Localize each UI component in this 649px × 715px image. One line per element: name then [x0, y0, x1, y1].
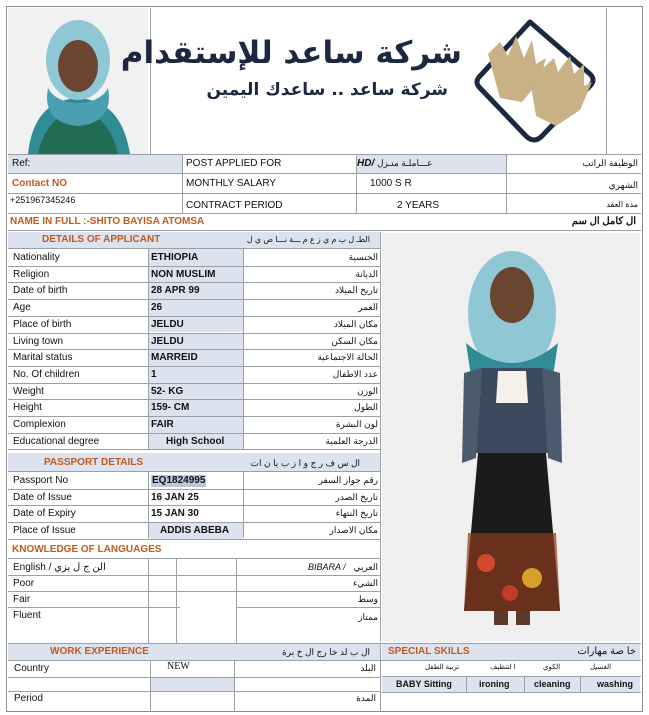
row-label: Date of Expiry [13, 508, 76, 519]
applicant-row [8, 349, 380, 366]
period-label: Period [14, 693, 43, 704]
row-label-ar: الشيء [352, 578, 378, 588]
language-row [8, 559, 380, 575]
row-label: Date of birth [13, 285, 68, 297]
row-value: 28 APR 99 [151, 285, 200, 297]
post-applied-label: POST APPLIED FOR [186, 158, 282, 169]
row-label-ar: تاريخ النتهاء [335, 508, 378, 518]
row-value: 52- KG [151, 385, 184, 397]
language-row [8, 575, 380, 591]
row-label: Height [13, 402, 42, 414]
applicant-row [8, 266, 380, 283]
full-name-label-ar: ال كامل ال سم [571, 216, 636, 227]
applicant-section-title: DETAILS OF APPLICANT [42, 234, 161, 245]
period-label-ar: المدة [356, 693, 376, 703]
row-label: Date of Issue [13, 491, 72, 503]
skill-header-ar: تربية الطفل [425, 664, 460, 671]
row-label: Educational degree [13, 435, 100, 447]
row-label-ar: الجنسية [348, 252, 378, 262]
row-label-ar: تاريخ الميلاد [335, 285, 378, 296]
row-value: 1 [151, 368, 157, 380]
monthly-salary-value: 1000 S R [370, 178, 412, 189]
applicant-portrait-photo [8, 8, 148, 154]
row-label-ar: وسط [357, 594, 378, 604]
full-name-label: NAME IN FULL :-SHITO BAYISA ATOMSA [10, 216, 205, 227]
row-label-ar: الطول [354, 402, 378, 413]
row-value: High School [166, 435, 225, 447]
applicant-row [8, 333, 380, 350]
contact-label: Contact NO [12, 178, 67, 189]
row-label: Religion [13, 268, 50, 280]
row-label-ar: مكان السكن [331, 335, 378, 346]
applicant-row [8, 416, 380, 433]
languages-section-title: KNOWLEDGE OF LANGUAGES [12, 544, 162, 555]
company-logo [470, 14, 600, 148]
skill-item: washing [597, 679, 634, 689]
row-label: Fair [13, 594, 31, 605]
special-skills-title-ar: خا صة مهارات [577, 646, 636, 657]
country-label-ar: البلد [360, 663, 376, 673]
monthly-salary-label-ar: الشهري [608, 180, 638, 190]
applicant-full-body-photo [382, 233, 640, 642]
passport-row [8, 522, 380, 539]
contract-period-value: 2 YEARS [397, 200, 440, 211]
work-experience-title: WORK EXPERIENCE [50, 646, 149, 657]
contract-period-label-ar: مدة العقد [606, 200, 638, 209]
applicant-section-title-ar: الطـ ل ب م ي ز ع م ـــة نـــا ص ي ل [246, 235, 370, 244]
row-value: 16 JAN 25 [151, 491, 199, 503]
phone-number: +251967345246 [10, 195, 76, 205]
passport-section-title: PASSPORT DETAILS [44, 457, 144, 468]
skill-item: cleaning [534, 679, 571, 689]
passport-row [8, 505, 380, 522]
row-label-ar: مكان الميلاد [333, 318, 378, 329]
row-value: FAIR [151, 419, 174, 430]
post-applied-value [357, 159, 432, 169]
post-code: HD/ [357, 158, 375, 169]
ref-label: Ref: [12, 158, 31, 169]
row-value: JELDU [151, 318, 184, 330]
row-label-ar: تاريخ الصدر [335, 491, 378, 502]
row-label: Place of Issue [13, 524, 76, 536]
row-label: Fluent [13, 610, 41, 621]
passport-row [8, 472, 380, 489]
applicant-row [8, 383, 380, 400]
skill-item: ironing [479, 679, 510, 689]
row-label-ar: عدد الاطفال [332, 368, 378, 379]
row-label: Nationality [13, 252, 60, 263]
skill-header-ar: الغسيل [590, 664, 612, 671]
country-value: NEW [167, 661, 190, 672]
row-label: Passport No [13, 475, 69, 486]
applicant-row [8, 282, 380, 299]
row-value: 15 JAN 30 [151, 508, 199, 519]
passport-row [8, 489, 380, 506]
row-value: MARREID [151, 352, 198, 364]
row-label: Complexion [13, 419, 66, 430]
row-label-ar: العمر [358, 302, 378, 313]
row-value: NON MUSLIM [151, 268, 216, 280]
row-label-ar: لون البشرة [335, 419, 378, 429]
skill-header-ar: الكوي [543, 664, 561, 671]
row-value: ADDIS ABEBA [160, 524, 230, 536]
company-slogan: شركة ساعد .. ساعدك اليمين [206, 80, 448, 100]
row-value: ETHIOPIA [151, 252, 199, 263]
row-label-ar: رقم جواز السفر [318, 475, 378, 485]
monthly-salary-label: MONTHLY SALARY [186, 178, 277, 189]
passport-section-title-ar: ال س ف ر ج و ا ز ب يا ن ات [250, 458, 360, 468]
row-label: Living town [13, 335, 64, 347]
country-label: Country [14, 663, 50, 674]
row-label-ar: الوزن [357, 385, 378, 396]
row-label: No. Of children [13, 368, 80, 380]
row-label-ar: الديانة [355, 268, 378, 279]
row-value: 26 [151, 302, 163, 314]
row-label: Age [13, 302, 31, 314]
applicant-row [8, 249, 380, 266]
special-skills-title: SPECIAL SKILLS [388, 646, 470, 657]
language-row [8, 591, 380, 607]
row-label: Poor [13, 578, 35, 589]
row-label-ar: العربي [353, 562, 378, 572]
post-value-ar: عـــاملـة منـزل [377, 158, 433, 168]
applicant-row [8, 366, 380, 383]
row-label-ar: الدرجة العلمية [325, 435, 378, 446]
company-name: شركة ساعد للإستقدام [120, 35, 462, 71]
row-label: English / الن ج ل يزي [13, 562, 106, 573]
row-label-ar: ممتاز [358, 612, 378, 622]
passport-number: EQ1824995 [152, 475, 206, 486]
row-label-ar: مكان الاصدار [329, 524, 378, 535]
applicant-row [8, 316, 380, 333]
row-label: Place of birth [13, 318, 72, 330]
work-experience-title-ar: ال ب لد خا رج ال خ برة [282, 647, 370, 657]
row-value: 159- CM [151, 402, 190, 414]
language-row [8, 607, 380, 643]
row-label: Marital status [13, 352, 73, 364]
skill-header-ar: ا لتنظيف [490, 664, 516, 671]
applicant-row [8, 399, 380, 416]
row-label: Weight [13, 385, 44, 397]
applicant-row [8, 433, 380, 450]
applicant-row [8, 299, 380, 316]
row-value: JELDU [151, 335, 184, 347]
skill-item: BABY Sitting [396, 679, 452, 689]
post-applied-label-ar: الوظيفة الراتب [582, 158, 638, 168]
row-label-ar: الحالة الاجتماعية [317, 352, 378, 363]
contract-period-label: CONTRACT PERIOD [186, 200, 283, 211]
arabic-level: BIBARA / [308, 562, 346, 572]
